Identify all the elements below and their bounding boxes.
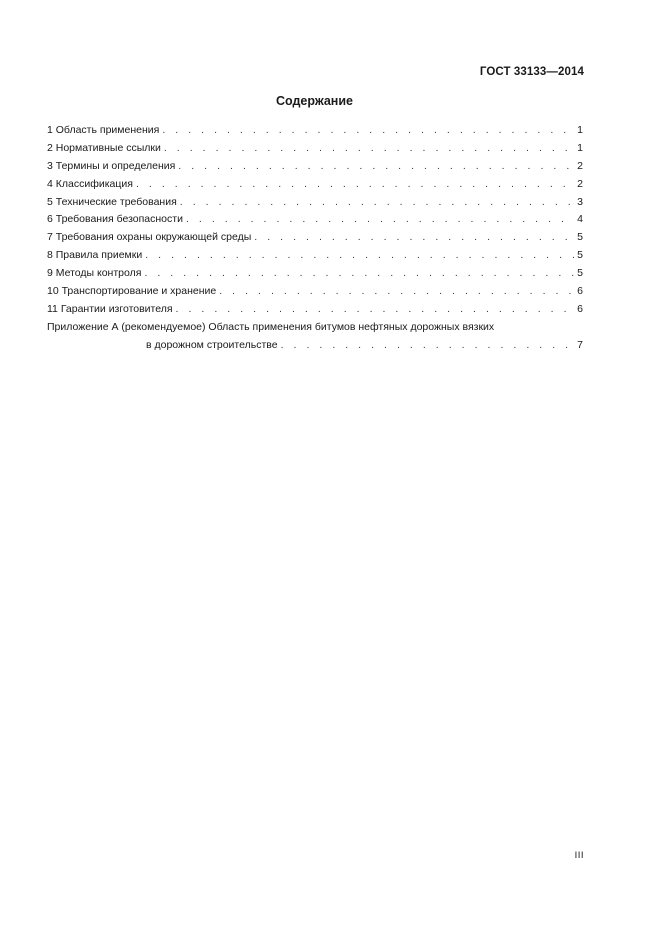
toc-entry-page: 5 — [577, 267, 583, 280]
toc-entry-page: 4 — [577, 213, 583, 226]
toc-entry[interactable] — [47, 194, 583, 212]
toc-entry-label: 9 Методы контроля — [47, 267, 142, 280]
toc-entry[interactable] — [47, 301, 583, 319]
toc-entry[interactable] — [47, 229, 583, 247]
toc-entry-label: 7 Требования охраны окружающей среды — [47, 231, 252, 244]
toc-entry-page: 6 — [577, 302, 583, 315]
dot-leader — [254, 229, 575, 247]
dot-leader — [176, 301, 576, 319]
toc-entry-label: 11 Гарантии изготовителя — [47, 302, 173, 315]
toc-entry-page: 5 — [577, 231, 583, 244]
toc-entry-label: 8 Правила приемки — [47, 249, 143, 262]
dot-leader — [180, 194, 575, 212]
dot-leader — [162, 122, 575, 140]
dot-leader — [219, 283, 575, 301]
toc-entry-label: 5 Технические требования — [47, 195, 177, 208]
toc-entry-label: 3 Термины и определения — [47, 159, 176, 172]
toc-entry[interactable] — [47, 158, 583, 176]
dot-leader — [164, 140, 575, 158]
toc-entry[interactable] — [47, 140, 583, 158]
dot-leader — [136, 176, 575, 194]
toc-entry[interactable] — [47, 247, 583, 265]
toc-entry[interactable] — [47, 176, 583, 194]
toc-entry-page: 1 — [577, 124, 583, 136]
appendix-continuation — [47, 337, 583, 355]
dot-leader — [178, 158, 575, 176]
toc-entry-page: 3 — [577, 195, 583, 208]
dot-leader — [281, 337, 576, 355]
toc-entry[interactable] — [47, 265, 583, 283]
toc-entry-page: 2 — [577, 177, 583, 190]
toc-entry-label: 6 Требования безопасности — [47, 213, 183, 226]
toc-entry-page: 7 — [577, 338, 583, 351]
toc-entry[interactable] — [47, 211, 583, 229]
toc-entry-label: 10 Транспортирование и хранение — [47, 285, 217, 298]
dot-leader — [186, 211, 575, 229]
dot-leader — [145, 247, 575, 265]
toc-entry-label: 2 Нормативные ссылки — [47, 141, 161, 154]
toc-entry-label: 4 Классификация — [47, 177, 133, 190]
toc-entry-label: 1 Область применения — [47, 124, 160, 136]
appendix-title-continuation: в дорожном строительстве — [146, 338, 278, 351]
toc-entry[interactable] — [47, 283, 583, 301]
toc-entry-page: 2 — [577, 159, 583, 172]
table-of-contents — [47, 122, 583, 355]
document-code: ГОСТ 33133—2014 — [479, 66, 584, 78]
page-number: III — [574, 850, 584, 861]
toc-appendix-entry[interactable] — [47, 319, 583, 355]
dot-leader — [144, 265, 575, 283]
toc-entry-page: 1 — [577, 141, 583, 154]
toc-entry-page: 6 — [577, 285, 583, 298]
appendix-title-line: Приложение А (рекомендуемое) Область применения битумов нефтяных дорожных вязких — [47, 320, 495, 333]
toc-entry[interactable] — [47, 122, 583, 140]
toc-title: Содержание — [275, 94, 353, 108]
toc-entry-page: 5 — [577, 249, 583, 262]
